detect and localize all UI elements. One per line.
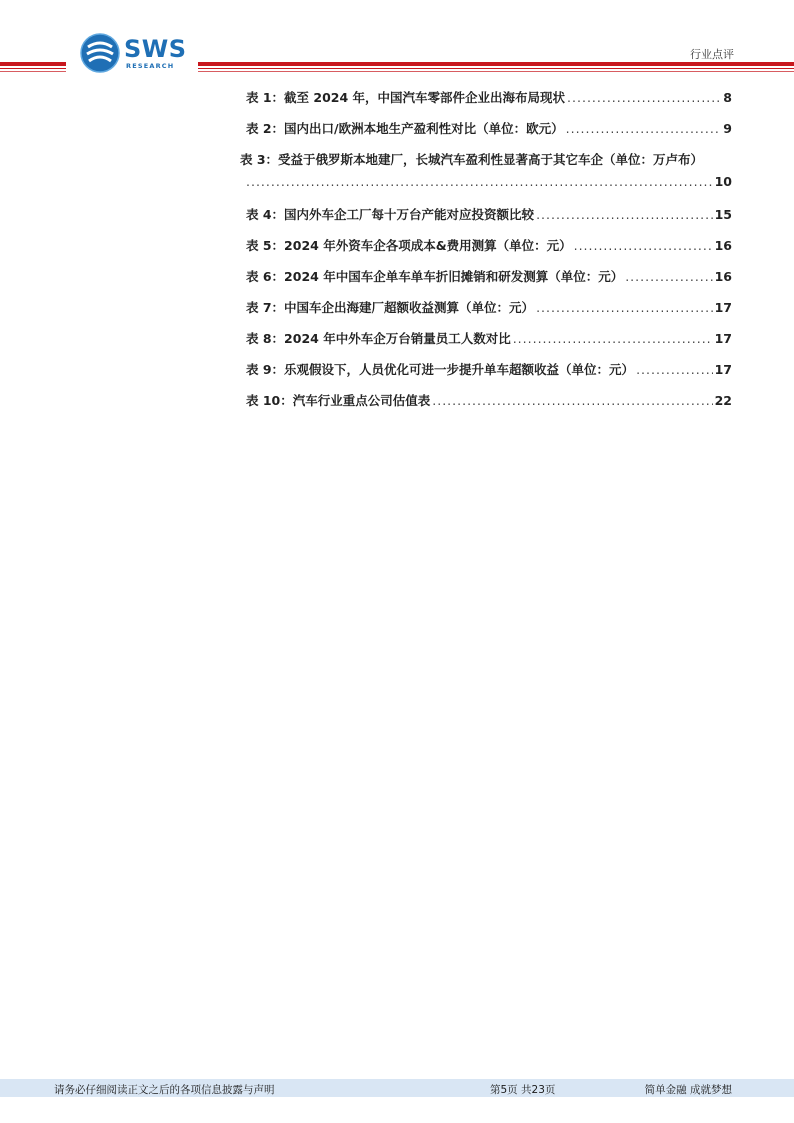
toc-leader-dots — [536, 207, 713, 222]
toc-entry-page: 17 — [714, 300, 732, 315]
toc-leader-dots — [566, 121, 722, 136]
toc-entry[interactable] — [246, 267, 732, 298]
report-type-label: 行业点评 — [690, 48, 734, 61]
page-footer — [0, 1079, 794, 1097]
toc-entry-page: 15 — [714, 207, 732, 222]
toc-leader-dots — [574, 238, 713, 253]
toc-entry[interactable] — [246, 391, 732, 422]
toc-leader-dots — [536, 300, 713, 315]
toc-entry[interactable] — [246, 329, 732, 360]
toc-entry-label: 表 5：2024 年外资车企各项成本&费用测算（单位：元） — [246, 238, 572, 253]
toc-leader-dots — [567, 90, 721, 105]
logo-wordmark: SWS — [124, 35, 187, 63]
toc-entry-page: 16 — [714, 269, 732, 284]
toc-entry[interactable] — [246, 119, 732, 150]
company-logo — [80, 33, 210, 73]
footer-page-info: 第5页 共23页 — [490, 1084, 556, 1096]
toc-entry-page: 8 — [723, 90, 732, 105]
toc-entry-label: 表 2：国内出口/欧洲本地生产盈利性对比（单位：欧元） — [246, 121, 564, 136]
footer-disclaimer: 请务必仔细阅读正文之后的各项信息披露与声明 — [54, 1084, 275, 1096]
toc-entry-label: 表 7：中国车企出海建厂超额收益测算（单位：元） — [246, 300, 535, 315]
toc-entry[interactable] — [246, 205, 732, 236]
toc-entry-label: 表 3：受益于俄罗斯本地建厂，长城汽车盈利性显著高于其它车企（单位：万卢布） — [240, 152, 704, 167]
logo-subtext: RESEARCH — [126, 62, 175, 70]
toc-leader-dots — [432, 393, 712, 408]
toc-entry-label: 表 1：截至 2024 年，中国汽车零部件企业出海布局现状 — [246, 90, 566, 105]
toc-entry-page: 17 — [714, 331, 732, 346]
toc-entry[interactable] — [240, 150, 732, 205]
toc-entry-page: 22 — [714, 393, 732, 408]
toc-entry[interactable] — [246, 360, 732, 391]
toc-leader-dots — [625, 269, 712, 284]
toc-entry-label: 表 8：2024 年中外车企万台销量员工人数对比 — [246, 331, 511, 346]
toc-entry[interactable] — [246, 298, 732, 329]
toc-entry-page: 10 — [714, 174, 732, 189]
toc-entry[interactable] — [246, 236, 732, 267]
toc-entry[interactable] — [246, 88, 732, 119]
toc-entry-page: 17 — [714, 362, 732, 377]
toc-entry-page: 9 — [723, 121, 732, 136]
toc-leader-dots — [513, 331, 713, 346]
table-of-tables — [240, 88, 732, 422]
footer-slogan: 简单金融 成就梦想 — [644, 1084, 732, 1096]
toc-entry-label: 表 6：2024 年中国车企单车单车折旧摊销和研发测算（单位：元） — [246, 269, 624, 284]
toc-leader-dots — [246, 174, 713, 189]
toc-leader-dots — [636, 362, 713, 377]
header-rule-left — [0, 62, 66, 72]
toc-entry-label: 表 4：国内外车企工厂每十万台产能对应投资额比较 — [246, 207, 535, 222]
sws-logo-icon — [80, 33, 120, 73]
toc-entry-label: 表 10：汽车行业重点公司估值表 — [246, 393, 431, 408]
toc-entry-page: 16 — [714, 238, 732, 253]
header-rule-right — [198, 62, 794, 72]
toc-entry-label: 表 9：乐观假设下，人员优化可进一步提升单车超额收益（单位：元） — [246, 362, 635, 377]
